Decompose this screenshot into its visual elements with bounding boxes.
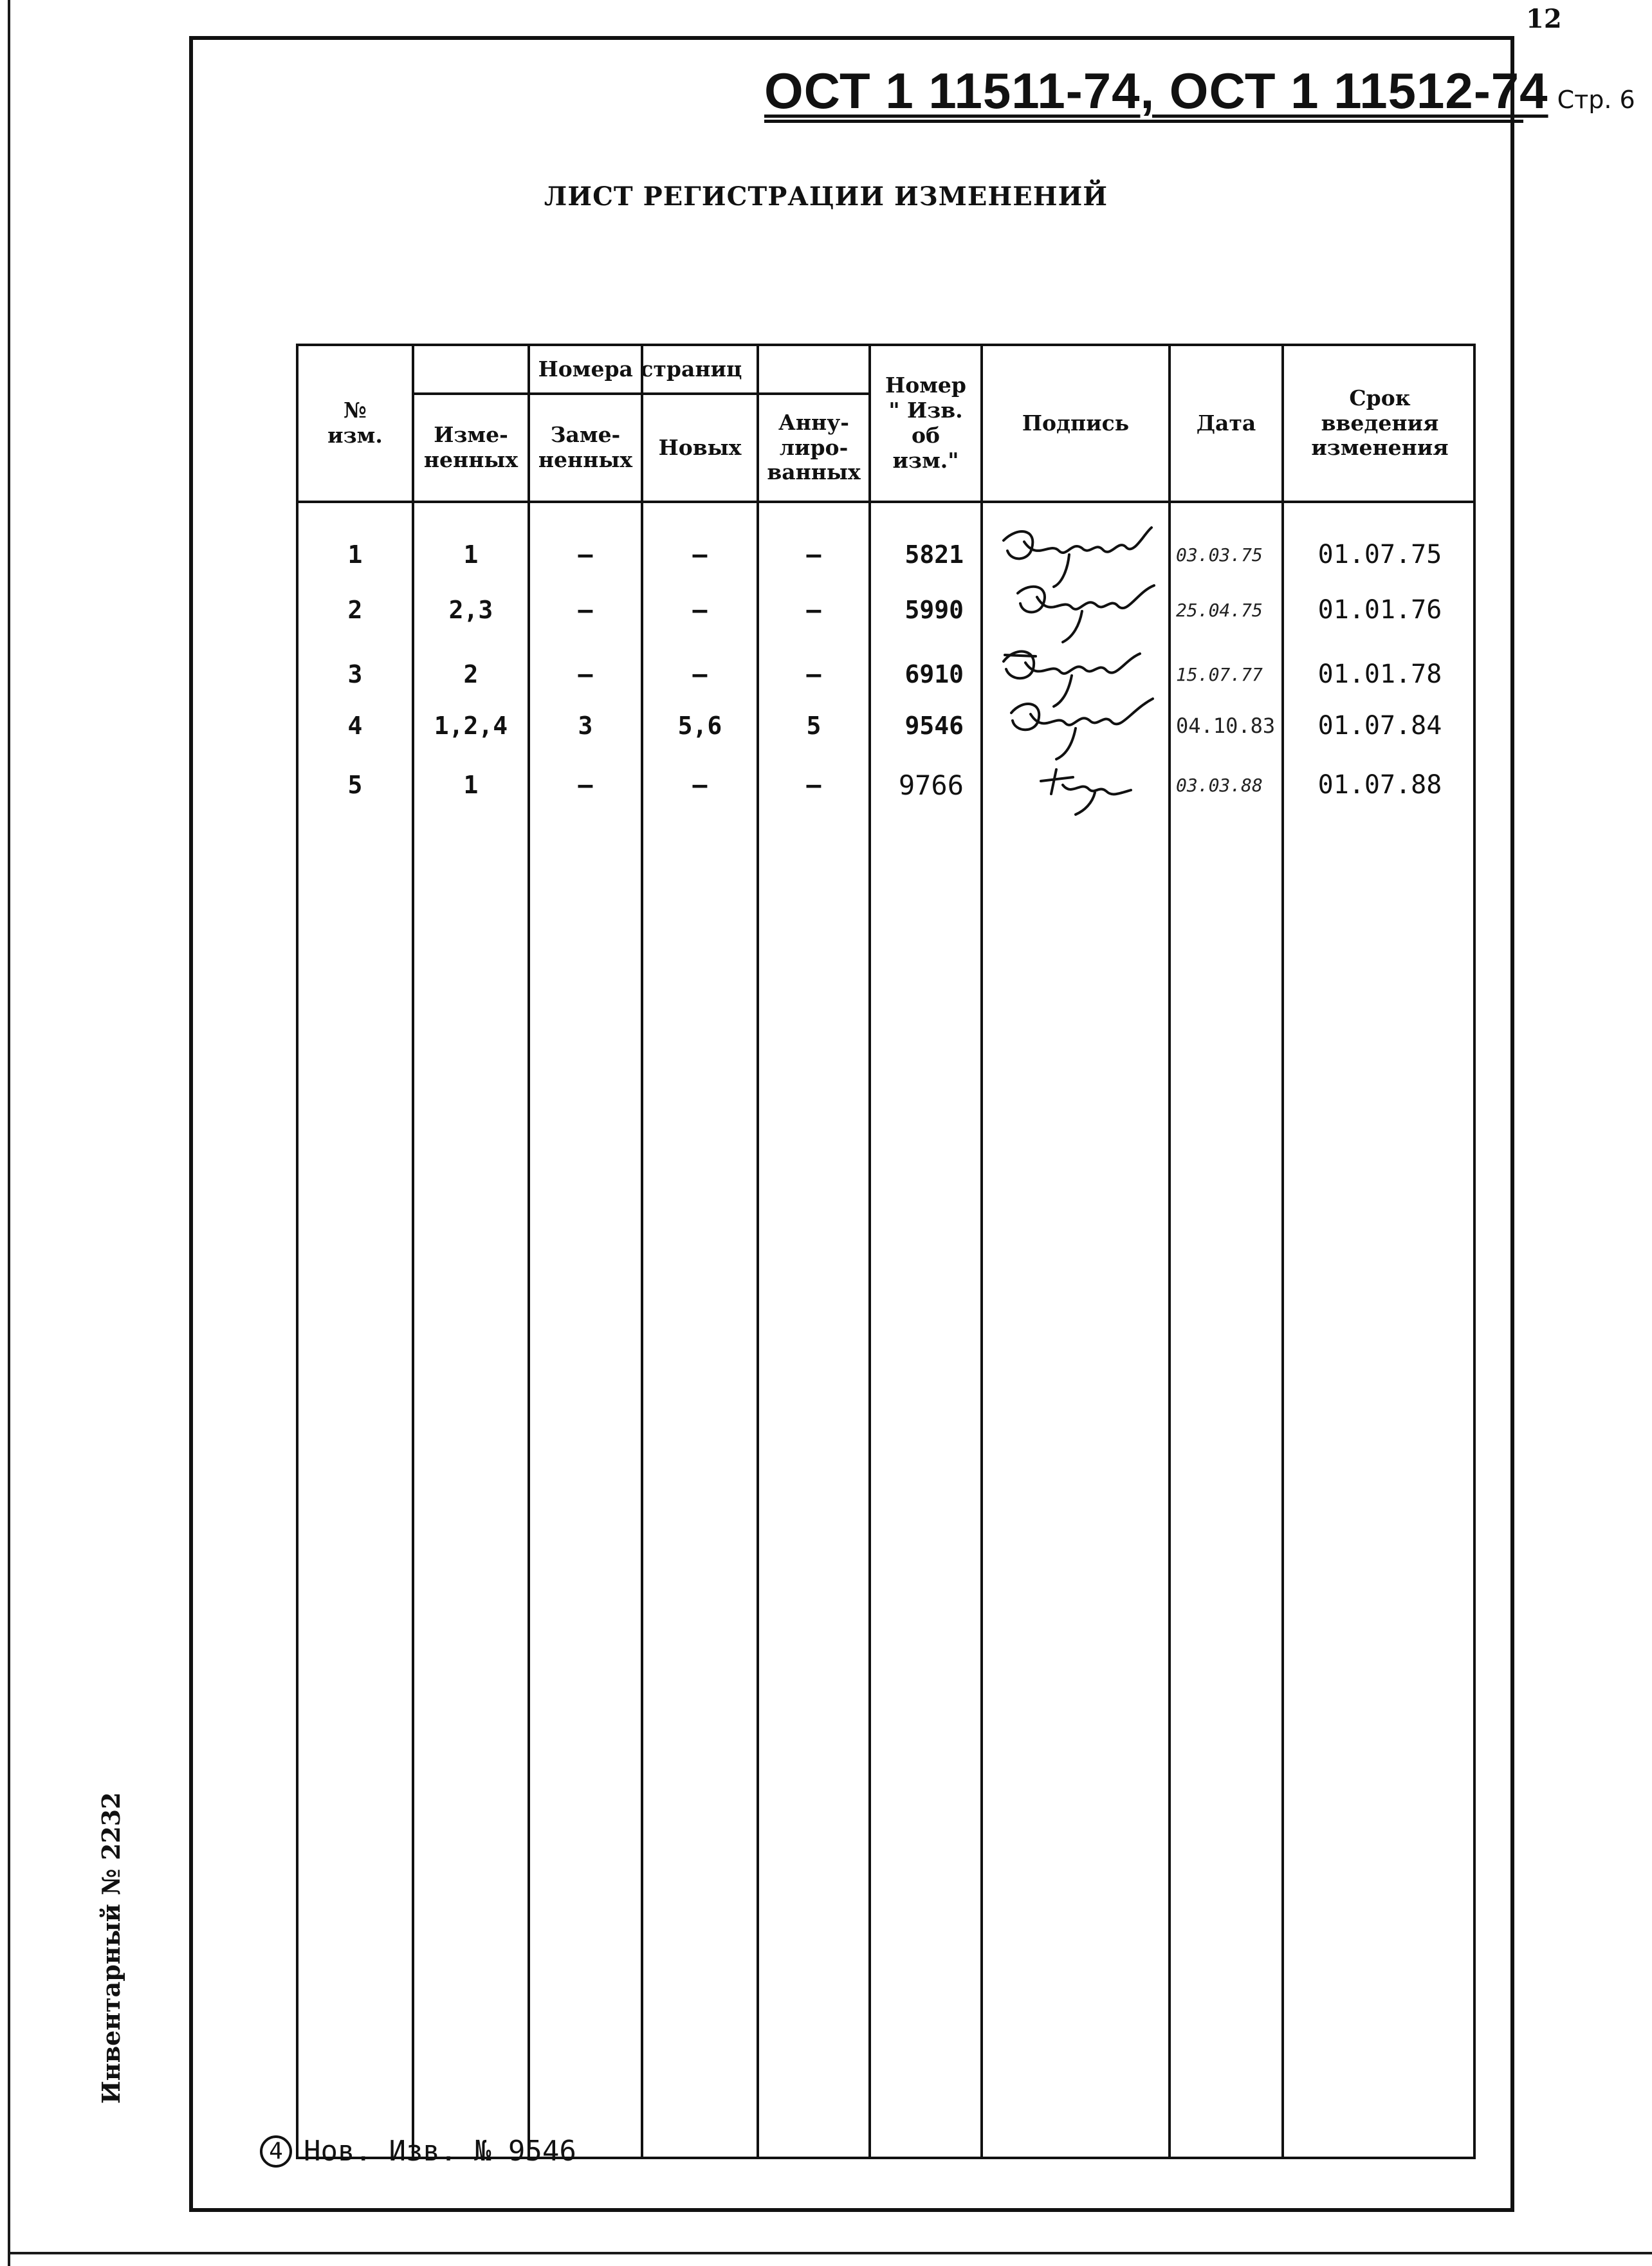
cell-new: 5,6	[677, 712, 722, 740]
header-replaced: Заме- ненных	[538, 422, 633, 472]
handwritten-signature-icon	[992, 694, 1159, 760]
document-header	[764, 62, 1635, 120]
signature-cell	[983, 759, 1168, 811]
cell-change-no: 1	[347, 540, 363, 569]
cell-changed: 1	[463, 771, 479, 799]
cell-notice-no: 9546	[904, 712, 964, 740]
cell-replaced: 3	[578, 712, 593, 740]
cell-new: –	[692, 540, 708, 569]
cell-date: 03.03.88	[1176, 774, 1263, 796]
signature-cell	[983, 584, 1168, 636]
change-badge: 4	[260, 2135, 292, 2168]
cell-changed: 2,3	[448, 596, 493, 624]
handwritten-signature-icon	[992, 753, 1159, 820]
cell-effective-term: 01.07.75	[1317, 540, 1442, 569]
cell-replaced: –	[578, 540, 593, 569]
table-row	[298, 529, 1473, 580]
document-title: ЛИСТ РЕГИСТРАЦИИ ИЗМЕНЕНИЙ	[544, 181, 1108, 212]
header-new: Новых	[658, 434, 742, 460]
standard-code: ОСТ 1 11511-74, ОСТ 1 11512-74	[764, 62, 1548, 119]
header-change-no: № изм.	[327, 398, 383, 448]
cell-effective-term: 01.01.76	[1317, 595, 1442, 625]
cell-new: –	[692, 660, 708, 688]
sheet-edge-left	[8, 0, 10, 2266]
header-bottom-rule	[298, 501, 1473, 503]
header-date: Дата	[1196, 410, 1256, 436]
signature-cell	[983, 649, 1168, 700]
cell-effective-term: 01.07.84	[1317, 711, 1442, 741]
table-row	[298, 584, 1473, 636]
cell-changed: 2	[463, 660, 479, 688]
cell-cancelled: –	[806, 660, 821, 688]
cell-notice-no: 5990	[904, 596, 964, 624]
cell-replaced: –	[578, 596, 593, 624]
cell-date: 25.04.75	[1176, 599, 1263, 621]
table-row	[298, 759, 1473, 811]
cell-changed: 1	[463, 540, 479, 569]
cell-date: 04.10.83	[1176, 714, 1276, 738]
handwritten-signature-icon	[992, 578, 1159, 645]
cell-change-no: 2	[347, 596, 363, 624]
cell-effective-term: 01.07.88	[1317, 770, 1442, 800]
header-changed: Изме- ненных	[423, 422, 519, 472]
cell-date: 03.03.75	[1176, 544, 1263, 566]
cell-notice-no: 9766	[898, 769, 964, 801]
signature-cell	[983, 529, 1168, 580]
table-row	[298, 700, 1473, 751]
cell-replaced: –	[578, 771, 593, 799]
page-reference: Стр. 6	[1557, 86, 1635, 114]
cell-changed: 1,2,4	[434, 712, 508, 740]
cell-effective-term: 01.01.78	[1317, 659, 1442, 689]
header-rule	[764, 120, 1523, 123]
cell-change-no: 4	[347, 712, 363, 740]
cell-new: –	[692, 771, 708, 799]
cell-cancelled: –	[806, 596, 821, 624]
signature-cell	[983, 700, 1168, 751]
table-row	[298, 649, 1473, 700]
page-number: 12	[1526, 4, 1562, 34]
cell-new: –	[692, 596, 708, 624]
cell-cancelled: –	[806, 771, 821, 799]
cell-cancelled: –	[806, 540, 821, 569]
header-signature: Подпись	[1022, 410, 1130, 436]
cell-change-no: 5	[347, 771, 363, 799]
cell-notice-no: 6910	[904, 660, 964, 688]
cell-change-no: 3	[347, 660, 363, 688]
header-notice-no: Номер " Изв. об изм."	[885, 373, 966, 473]
change-registration-table	[296, 344, 1476, 2159]
cell-replaced: –	[578, 660, 593, 688]
footer-note-text: Нов. Изв. № 9546	[304, 2135, 576, 2168]
header-page-numbers: Номера страниц	[538, 356, 742, 382]
cell-cancelled: 5	[806, 712, 821, 740]
inventory-number: Инвентарный № 2232	[96, 1792, 125, 2104]
header-effective-term: Срок введения изменения	[1311, 385, 1449, 461]
footer-note	[260, 2135, 576, 2168]
header-cancelled: Анну- лиро- ванных	[767, 409, 861, 485]
cell-date: 15.07.77	[1176, 663, 1263, 685]
sheet-edge-bottom	[8, 2252, 1652, 2254]
cell-notice-no: 5821	[904, 540, 964, 569]
